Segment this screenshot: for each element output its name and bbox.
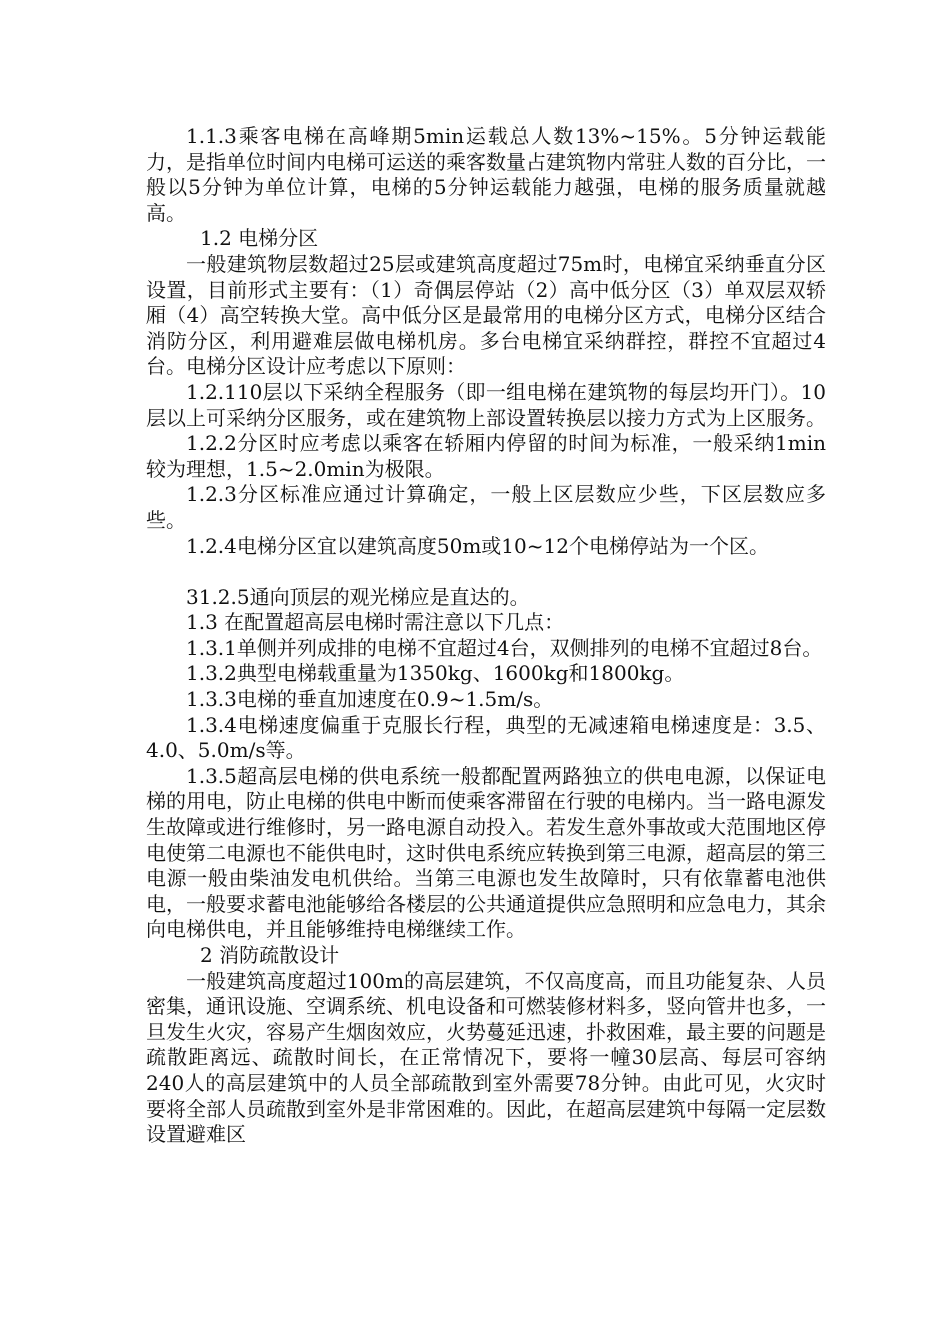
paragraph-fire-evacuation: 一般建筑高度超过100m的高层建筑，不仅高度高，而且功能复杂、人员密集，通讯设施、空调系统、机电设备和可燃装修材料多，竖向管井也多，一旦发生火灾，容易产生烟囱效应，火势蔓延迅速，扑救困难，最主要的问题是疏散距离远、疏散时间长，在正常情况下，要将一幢30层高、每层可容纳240人的高层建筑中的人员全部疏散到室外需要78分钟。由此可见，火灾时要将全部人员疏散到室外是非常困难的。因此，在超高层建筑中每隔一定层数设置避难区: [146, 968, 826, 1147]
paragraph-1-2-3: 1.2.3分区标准应通过计算确定，一般上区层数应少些，下区层数应多些。: [146, 482, 826, 532]
section-heading-2: 2 消防疏散设计: [200, 943, 340, 967]
paragraph-1-2-1: 1.2.110层以下采纳全程服务（即一组电梯在建筑物的每层均开门）。10层以上可采纳分区服务，或在建筑物上部设置转换层以接力方式为上区服务。: [146, 379, 826, 430]
paragraph-1-3: 1.3 在配置超高层电梯时需注意以下几点：: [186, 610, 565, 635]
blank-line: [146, 559, 826, 585]
document-page: [146, 124, 826, 1148]
paragraph-zoning-intro: 一般建筑物层数超过25层或建筑高度超过75m时，电梯宜采纳垂直分区设置，目前形式主要有：（1）奇偶层停站（2）高中低分区（3）单双层双轿厢（4）高空转换大堂。高中低分区是最常用的电梯分区方式，电梯分区结合消防分区，利用避难层做电梯机房。多台电梯宜采纳群控，群控不宜超过4台。电梯分区设计应考虑以下原则：: [146, 251, 826, 379]
paragraph-1-2-5: 31.2.5通向顶层的观光梯应是直达的。: [186, 584, 530, 609]
paragraph-1-3-2: 1.3.2典型电梯载重量为1350kg、1600kg和1800kg。: [186, 661, 685, 686]
paragraph-1-3-1: 1.3.1单侧并列成排的电梯不宜超过4台，双侧排列的电梯不宜超过8台。: [186, 635, 823, 660]
paragraph-1-3-3: 1.3.3电梯的垂直加速度在0.9~1.5m/s。: [186, 687, 554, 712]
paragraph-1-1-3: 1.1.3乘客电梯在高峰期5min运载总人数13%~15%。5分钟运载能力，是指单位时间内电梯可运送的乘客数量占建筑物内常驻人数的百分比，一般以5分钟为单位计算，电梯的5分钟运载能力越强，电梯的服务质量就越高。: [146, 124, 826, 225]
paragraph-1-2-4: 1.2.4电梯分区宜以建筑高度50m或10~12个电梯停站为一个区。: [186, 533, 769, 558]
paragraph-1-2-2: 1.2.2分区时应考虑以乘客在轿厢内停留的时间为标准，一般采纳1min较为理想，1.5~2.0min为极限。: [146, 431, 826, 481]
paragraph-1-3-5: 1.3.5超高层电梯的供电系统一般都配置两路独立的供电电源，以保证电梯的用电，防止电梯的供电中断而使乘客滞留在行驶的电梯内。当一路电源发生故障或进行维修时，另一路电源自动投入。若发生意外事故或大范围地区停电使第二电源也不能供电时，这时供电系统应转换到第三电源，超高层的第三电源一般由柴油发电机供给。当第三电源也发生故障时，只有依靠蓄电池供电，一般要求蓄电池能够给各楼层的公共通道提供应急照明和应急电力，其余向电梯供电，并且能够维持电梯继续工作。: [146, 763, 826, 942]
section-heading-1-2: 1.2 电梯分区: [200, 226, 319, 251]
paragraph-1-3-4: 1.3.4电梯速度偏重于克服长行程，典型的无减速箱电梯速度是：3.5、4.0、5.0m/s等。: [146, 712, 826, 763]
